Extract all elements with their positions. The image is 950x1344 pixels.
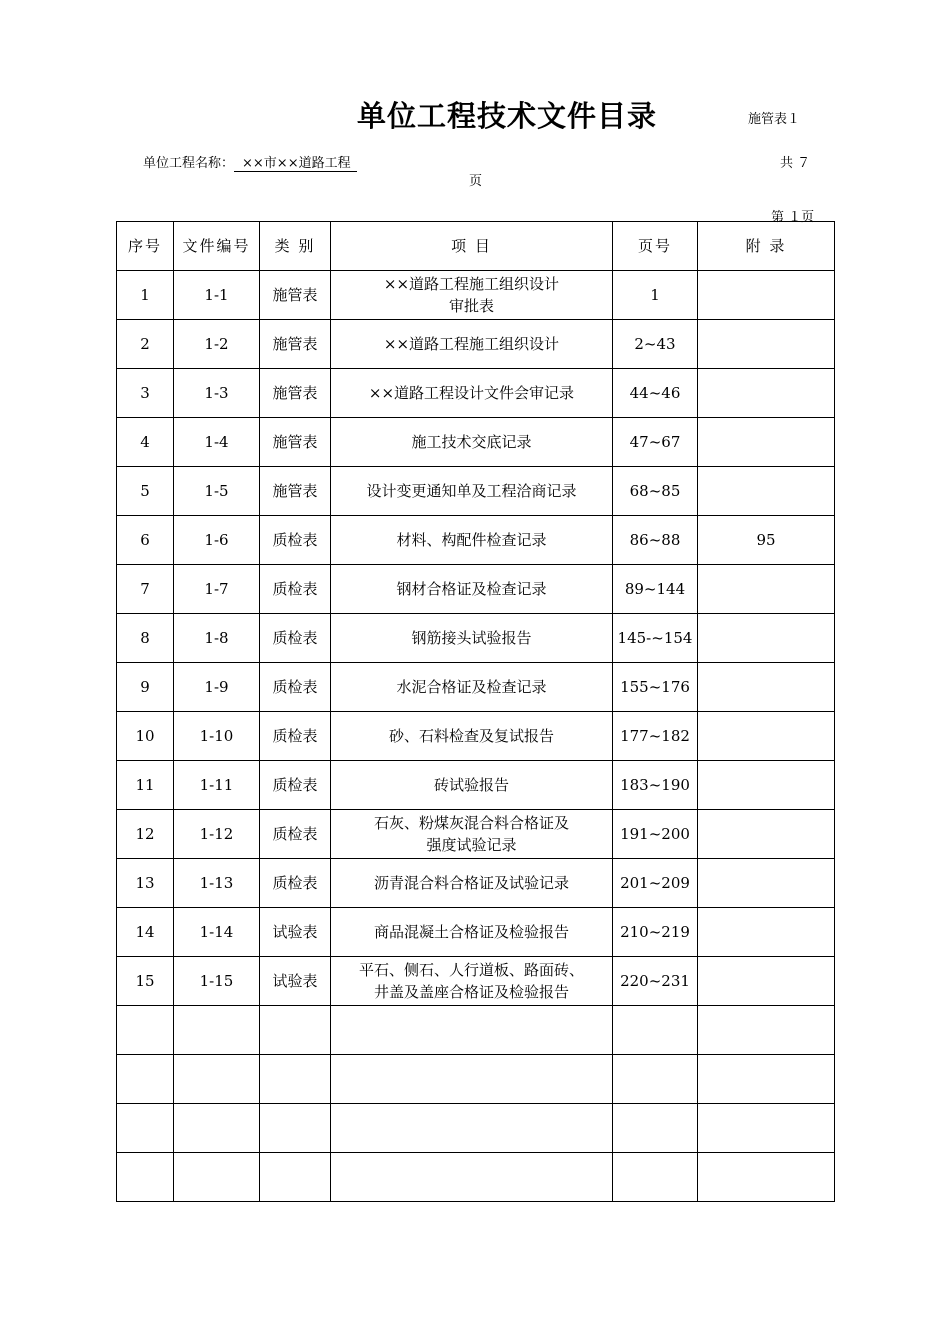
cell-file-no: 1-11 xyxy=(174,761,260,810)
cell-appendix xyxy=(698,908,835,957)
cell-category xyxy=(260,1153,331,1202)
cell-file-no: 1-14 xyxy=(174,908,260,957)
cell-appendix xyxy=(698,565,835,614)
cell-category: 施管表 xyxy=(260,369,331,418)
item-line-1: ××道路工程施工组织设计 xyxy=(383,275,560,293)
table-body xyxy=(117,271,835,1202)
cell-seq xyxy=(117,1006,174,1055)
cell-category: 施管表 xyxy=(260,467,331,516)
cell-category: 质检表 xyxy=(260,516,331,565)
page-number: 第 １页 xyxy=(771,210,815,225)
cell-item xyxy=(331,467,613,516)
header-appendix: 附 录 xyxy=(698,222,835,271)
cell-item xyxy=(331,957,613,1006)
project-name: ××市××道路工程 xyxy=(234,156,357,172)
header-item: 项 目 xyxy=(331,222,613,271)
cell-file-no: 1-4 xyxy=(174,418,260,467)
project-label: 单位工程名称： xyxy=(143,156,235,171)
cell-category: 质检表 xyxy=(260,614,331,663)
cell-seq: 9 xyxy=(117,663,174,712)
item-line-1: 设计变更通知单及工程洽商记录 xyxy=(366,482,577,500)
header-category: 类 别 xyxy=(260,222,331,271)
cell-seq: 6 xyxy=(117,516,174,565)
cell-pages: 177~182 xyxy=(613,712,698,761)
cell-appendix xyxy=(698,957,835,1006)
item-line-1: 钢筋接头试验报告 xyxy=(411,629,532,647)
cell-seq: 5 xyxy=(117,467,174,516)
table-row xyxy=(117,712,835,761)
table-row xyxy=(117,908,835,957)
cell-appendix xyxy=(698,663,835,712)
cell-pages: 201~209 xyxy=(613,859,698,908)
cell-appendix: 95 xyxy=(698,516,835,565)
cell-item xyxy=(331,1153,613,1202)
cell-pages: 155~176 xyxy=(613,663,698,712)
cell-item xyxy=(331,320,613,369)
cell-seq: 1 xyxy=(117,271,174,320)
cell-pages: 210~219 xyxy=(613,908,698,957)
cell-appendix xyxy=(698,418,835,467)
cell-appendix xyxy=(698,712,835,761)
cell-item xyxy=(331,565,613,614)
cell-item xyxy=(331,908,613,957)
cell-seq: 3 xyxy=(117,369,174,418)
table-row xyxy=(117,320,835,369)
cell-appendix xyxy=(698,467,835,516)
empty-table-row xyxy=(117,1006,835,1055)
cell-file-no: 1-8 xyxy=(174,614,260,663)
cell-appendix xyxy=(698,271,835,320)
cell-seq: 10 xyxy=(117,712,174,761)
total-pages-suffix: 页 xyxy=(469,174,483,189)
table-row xyxy=(117,418,835,467)
directory-table xyxy=(116,221,835,1202)
cell-seq: 11 xyxy=(117,761,174,810)
cell-seq: 12 xyxy=(117,810,174,859)
cell-appendix xyxy=(698,859,835,908)
cell-appendix xyxy=(698,1104,835,1153)
cell-file-no: 1-5 xyxy=(174,467,260,516)
cell-file-no: 1-13 xyxy=(174,859,260,908)
cell-category: 质检表 xyxy=(260,810,331,859)
cell-pages xyxy=(613,1006,698,1055)
cell-appendix xyxy=(698,761,835,810)
table-row xyxy=(117,516,835,565)
cell-pages xyxy=(613,1153,698,1202)
cell-item xyxy=(331,614,613,663)
item-line-1: 石灰、粉煤灰混合料合格证及 xyxy=(373,814,569,832)
cell-file-no: 1-15 xyxy=(174,957,260,1006)
item-line-2: 井盖及盖座合格证及检验报告 xyxy=(373,983,569,1001)
item-line-1: 施工技术交底记录 xyxy=(411,433,532,451)
table-row xyxy=(117,614,835,663)
cell-category: 试验表 xyxy=(260,957,331,1006)
item-line-1: 商品混凝土合格证及检验报告 xyxy=(373,923,569,941)
cell-item xyxy=(331,1055,613,1104)
cell-category: 质检表 xyxy=(260,859,331,908)
cell-pages: 86~88 xyxy=(613,516,698,565)
header-seq: 序号 xyxy=(117,222,174,271)
cell-category: 试验表 xyxy=(260,908,331,957)
cell-item xyxy=(331,859,613,908)
table-row xyxy=(117,565,835,614)
item-line-1: 平石、侧石、人行道板、路面砖、 xyxy=(358,961,584,979)
cell-pages: 1 xyxy=(613,271,698,320)
cell-pages: 2~43 xyxy=(613,320,698,369)
table-row xyxy=(117,271,835,320)
cell-category: 施管表 xyxy=(260,320,331,369)
cell-file-no: 1-2 xyxy=(174,320,260,369)
page-title: 单位工程技术文件目录 xyxy=(357,99,658,133)
item-line-1: ××道路工程设计文件会审记录 xyxy=(368,384,575,402)
cell-pages: 44~46 xyxy=(613,369,698,418)
cell-category: 施管表 xyxy=(260,418,331,467)
cell-item xyxy=(331,810,613,859)
cell-file-no: 1-12 xyxy=(174,810,260,859)
cell-file-no: 1-9 xyxy=(174,663,260,712)
cell-seq: 2 xyxy=(117,320,174,369)
cell-pages: 47~67 xyxy=(613,418,698,467)
header-pages: 页号 xyxy=(613,222,698,271)
cell-appendix xyxy=(698,1055,835,1104)
cell-seq xyxy=(117,1104,174,1153)
cell-seq: 14 xyxy=(117,908,174,957)
item-line-1: 钢材合格证及检查记录 xyxy=(396,580,547,598)
cell-item xyxy=(331,663,613,712)
table-row xyxy=(117,663,835,712)
cell-seq xyxy=(117,1055,174,1104)
cell-pages: 89~144 xyxy=(613,565,698,614)
cell-category xyxy=(260,1104,331,1153)
cell-file-no: 1-10 xyxy=(174,712,260,761)
cell-category: 质检表 xyxy=(260,712,331,761)
total-pages-prefix: 共 ７ xyxy=(780,156,811,171)
empty-table-row xyxy=(117,1055,835,1104)
cell-pages xyxy=(613,1104,698,1153)
cell-file-no xyxy=(174,1055,260,1104)
item-line-1: 砂、石料检查及复试报告 xyxy=(388,727,554,745)
header-file-no: 文件编号 xyxy=(174,222,260,271)
item-line-1: 砖试验报告 xyxy=(433,776,509,794)
cell-file-no: 1-1 xyxy=(174,271,260,320)
cell-file-no xyxy=(174,1006,260,1055)
cell-category: 质检表 xyxy=(260,761,331,810)
cell-pages: 183~190 xyxy=(613,761,698,810)
cell-category xyxy=(260,1055,331,1104)
cell-file-no xyxy=(174,1153,260,1202)
cell-item xyxy=(331,1006,613,1055)
cell-pages: 145-~154 xyxy=(613,614,698,663)
item-line-1: 水泥合格证及检查记录 xyxy=(396,678,547,696)
cell-seq: 4 xyxy=(117,418,174,467)
item-line-1: ××道路工程施工组织设计 xyxy=(383,335,560,353)
cell-file-no: 1-6 xyxy=(174,516,260,565)
cell-seq: 8 xyxy=(117,614,174,663)
cell-file-no xyxy=(174,1104,260,1153)
cell-pages: 68~85 xyxy=(613,467,698,516)
cell-seq: 15 xyxy=(117,957,174,1006)
cell-item xyxy=(331,761,613,810)
item-line-2: 审批表 xyxy=(448,297,494,315)
cell-category: 质检表 xyxy=(260,565,331,614)
table-row xyxy=(117,859,835,908)
cell-item xyxy=(331,418,613,467)
cell-item xyxy=(331,1104,613,1153)
table-row xyxy=(117,957,835,1006)
project-line xyxy=(143,152,357,172)
cell-pages: 220~231 xyxy=(613,957,698,1006)
cell-appendix xyxy=(698,369,835,418)
item-line-1: 材料、构配件检查记录 xyxy=(396,531,547,549)
cell-appendix xyxy=(698,320,835,369)
cell-item xyxy=(331,712,613,761)
form-code: 施管表１ xyxy=(748,112,801,127)
table-header-row xyxy=(117,222,835,271)
cell-category: 质检表 xyxy=(260,663,331,712)
cell-appendix xyxy=(698,810,835,859)
cell-category xyxy=(260,1006,331,1055)
table-row xyxy=(117,369,835,418)
cell-file-no: 1-3 xyxy=(174,369,260,418)
empty-table-row xyxy=(117,1153,835,1202)
cell-item xyxy=(331,369,613,418)
cell-pages xyxy=(613,1055,698,1104)
cell-item xyxy=(331,271,613,320)
cell-seq: 7 xyxy=(117,565,174,614)
cell-appendix xyxy=(698,1006,835,1055)
empty-table-row xyxy=(117,1104,835,1153)
cell-appendix xyxy=(698,1153,835,1202)
table-row xyxy=(117,761,835,810)
table-row xyxy=(117,467,835,516)
cell-pages: 191~200 xyxy=(613,810,698,859)
cell-seq: 13 xyxy=(117,859,174,908)
cell-appendix xyxy=(698,614,835,663)
cell-file-no: 1-7 xyxy=(174,565,260,614)
table-row xyxy=(117,810,835,859)
item-line-1: 沥青混合料合格证及试验记录 xyxy=(373,874,569,892)
cell-item xyxy=(331,516,613,565)
cell-category: 施管表 xyxy=(260,271,331,320)
item-line-2: 强度试验记录 xyxy=(426,836,517,854)
cell-seq xyxy=(117,1153,174,1202)
